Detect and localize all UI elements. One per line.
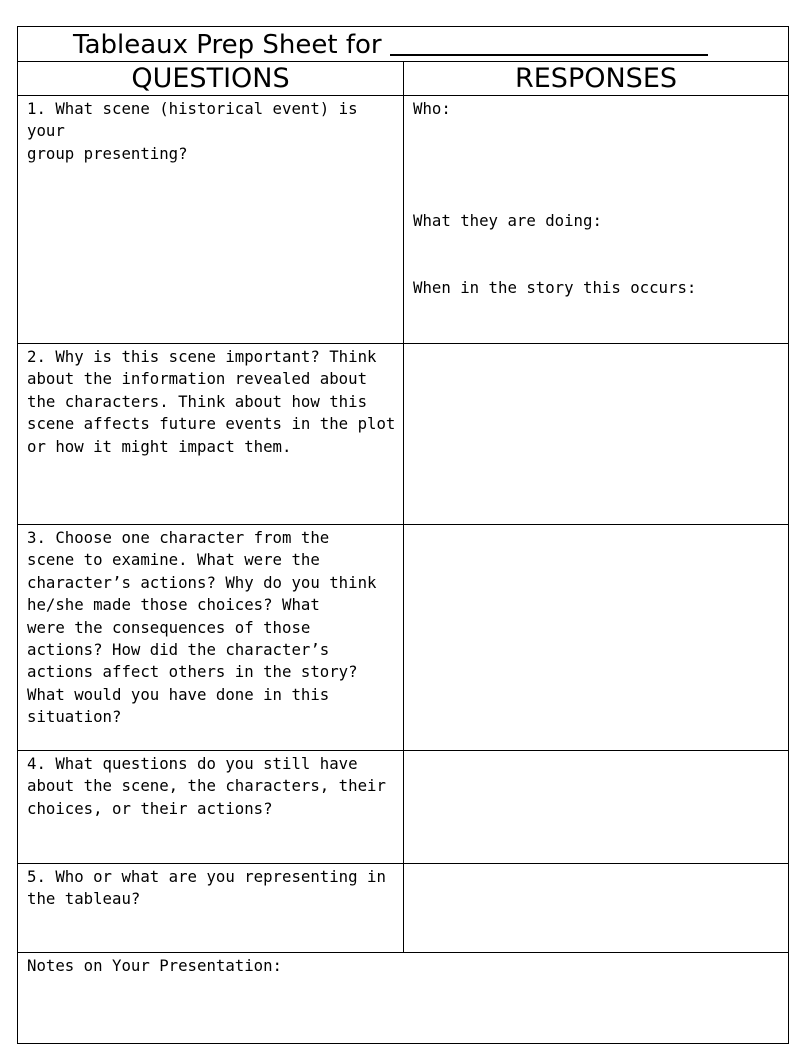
title-blank-line[interactable] (390, 28, 708, 56)
response-cell[interactable] (404, 864, 788, 952)
response-cell[interactable] (404, 344, 788, 524)
question-row-3 (18, 525, 788, 751)
response-cell[interactable] (404, 96, 788, 343)
title-row (18, 27, 788, 62)
page-title: Tableaux Prep Sheet for (73, 30, 382, 60)
question-row-4 (18, 751, 788, 864)
response-prompt-who: Who: (413, 99, 451, 118)
response-cell[interactable] (404, 751, 788, 863)
response-cell[interactable] (404, 525, 788, 750)
question-row-5 (18, 864, 788, 953)
questions-header: QUESTIONS (18, 62, 404, 96)
question-text: 5. Who or what are you representing in the tableau? (18, 864, 404, 952)
question-row-1 (18, 96, 788, 344)
notes-section[interactable] (18, 953, 788, 1043)
notes-label: Notes on Your Presentation: (27, 956, 283, 975)
question-text: 2. Why is this scene important? Think about the information revealed about the characters. Think about how this scene affects future events in the plot or how it might impact them. (18, 344, 404, 524)
response-prompt-doing: What they are doing: (413, 211, 602, 230)
responses-header: RESPONSES (404, 62, 788, 96)
question-row-2 (18, 344, 788, 525)
question-text: 1. What scene (historical event) is your group presenting? (18, 96, 404, 343)
question-text: 4. What questions do you still have about the scene, the characters, their choices, or their actions? (18, 751, 404, 863)
question-text: 3. Choose one character from the scene to examine. What were the character’s actions? Why do you think he/she made those choices? What were the consequences of those actions? How did the character’s actions affect others in the story? What would you have done in this situation? (18, 525, 404, 750)
response-prompt-when: When in the story this occurs: (413, 278, 697, 297)
prep-sheet-table (17, 26, 789, 1044)
